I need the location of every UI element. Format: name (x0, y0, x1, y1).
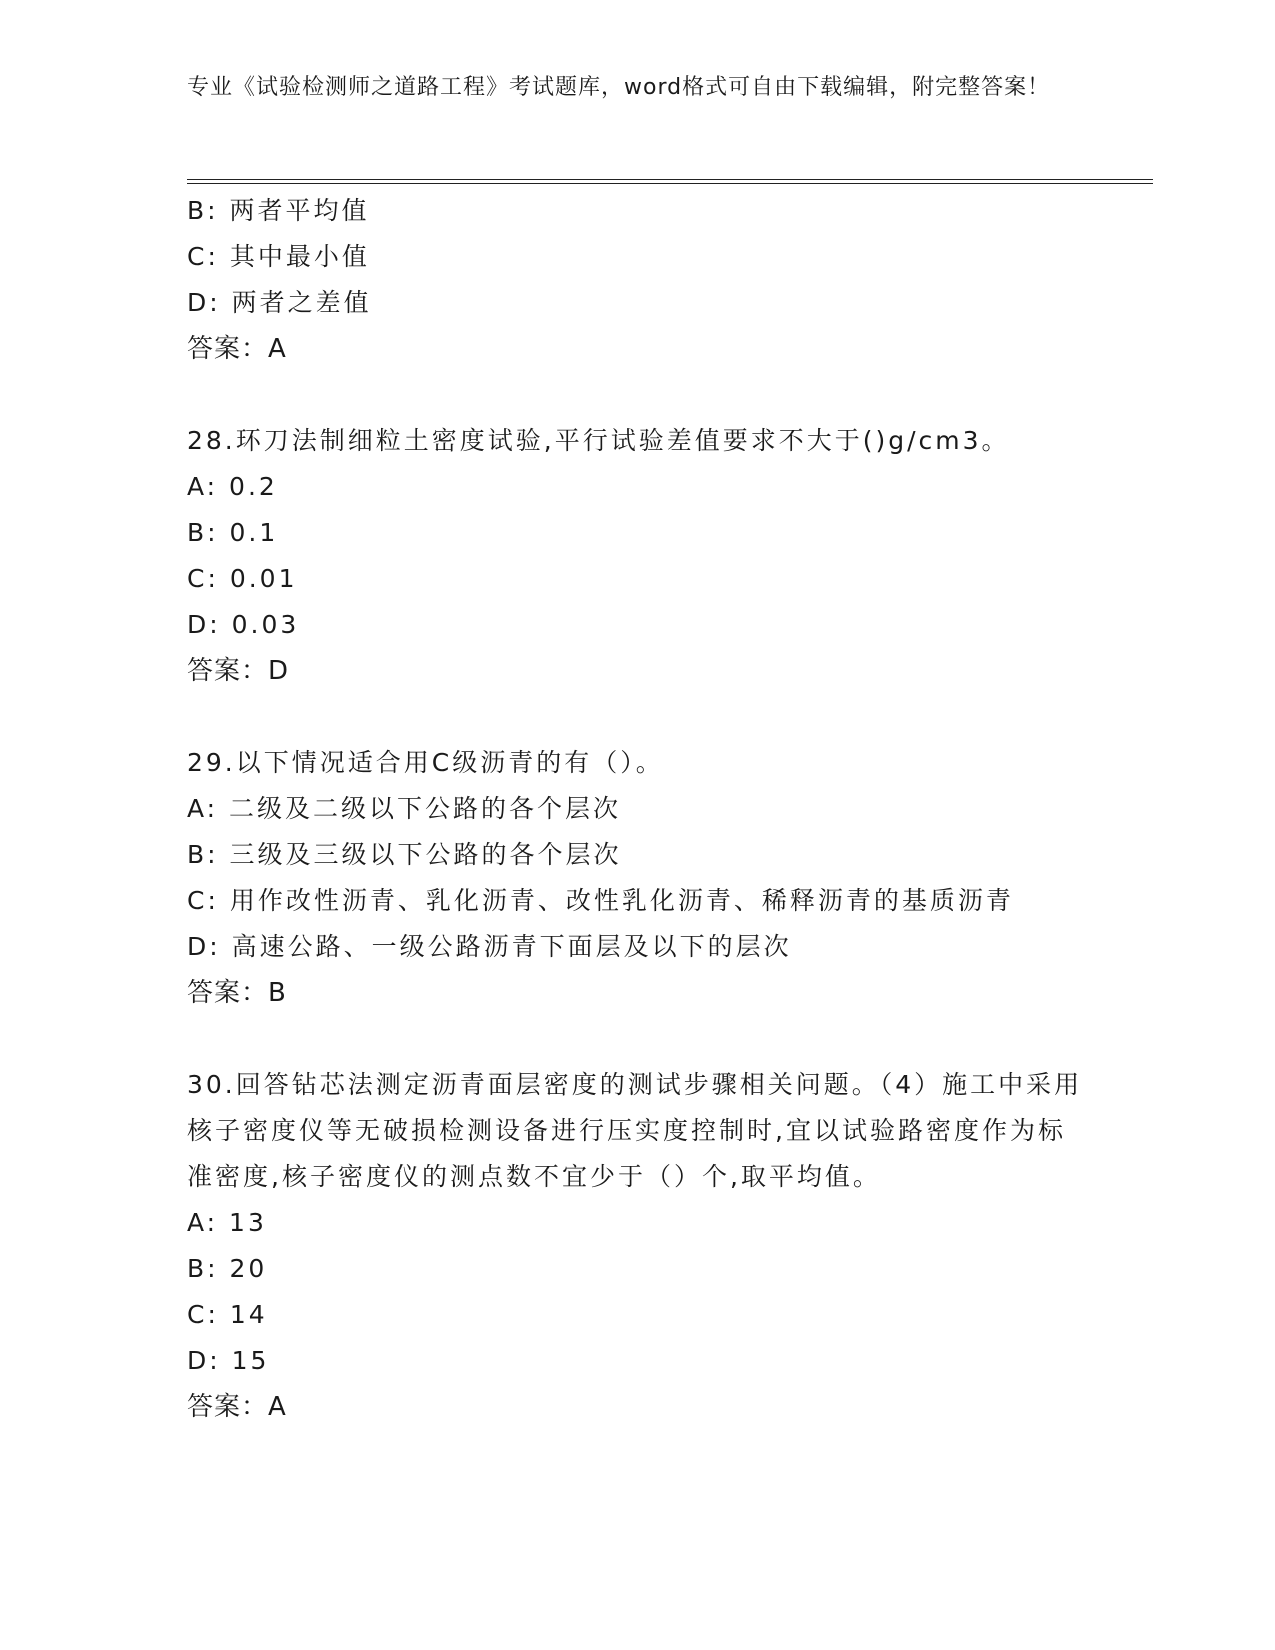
question-stem: 30.回答钻芯法测定沥青面层密度的测试步骤相关问题。（4）施工中采用核子密度仪等无破损检测设备进行压实度控制时,宜以试验路密度作为标准密度,核子密度仪的测点数不宜少于（）个,取平均值。 (187, 1070, 1083, 1191)
option-a: A: 0.2 (187, 472, 278, 501)
answer-label: 答案： (187, 656, 269, 686)
answer-line (187, 1384, 1087, 1430)
option-a: A: 二级及二级以下公路的各个层次 (187, 794, 622, 823)
option-b: B: 两者平均值 (187, 196, 370, 225)
answer-label: 答案： (187, 1392, 269, 1422)
document-header: 专业《试验检测师之道路工程》考试题库，word格式可自由下载编辑，附完整答案！ (187, 75, 1051, 100)
header-divider-bottom (187, 183, 1153, 184)
option-c: C: 用作改性沥青、乳化沥青、改性乳化沥青、稀释沥青的基质沥青 (187, 886, 1014, 915)
option-a: A: 13 (187, 1208, 267, 1237)
answer-line (187, 326, 1087, 372)
header-divider-top (187, 179, 1153, 180)
question-30 (187, 1062, 1087, 1430)
question-28 (187, 418, 1087, 694)
option-b: B: 0.1 (187, 518, 279, 547)
answer-line (187, 648, 1087, 694)
question-27 (187, 188, 1087, 372)
answer-label: 答案： (187, 334, 269, 364)
answer-value: B (268, 978, 287, 1008)
option-d: D: 15 (187, 1346, 270, 1375)
option-d: D: 0.03 (187, 610, 300, 639)
question-list (187, 188, 1087, 1430)
question-stem: 29.以下情况适合用C级沥青的有（）。 (187, 748, 664, 777)
option-c: C: 0.01 (187, 564, 298, 593)
option-c: C: 14 (187, 1300, 268, 1329)
answer-label: 答案： (187, 978, 269, 1008)
answer-value: A (268, 1392, 287, 1422)
option-b: B: 20 (187, 1254, 268, 1283)
option-c: C: 其中最小值 (187, 242, 370, 271)
question-stem: 28.环刀法制细粒土密度试验,平行试验差值要求不大于()g/cm3。 (187, 426, 1010, 455)
option-d: D: 两者之差值 (187, 288, 372, 317)
option-b: B: 三级及三级以下公路的各个层次 (187, 840, 622, 869)
answer-value: D (268, 656, 290, 686)
answer-line (187, 970, 1087, 1016)
option-d: D: 高速公路、一级公路沥青下面层及以下的层次 (187, 932, 792, 961)
answer-value: A (268, 334, 287, 364)
question-29 (187, 740, 1087, 1016)
